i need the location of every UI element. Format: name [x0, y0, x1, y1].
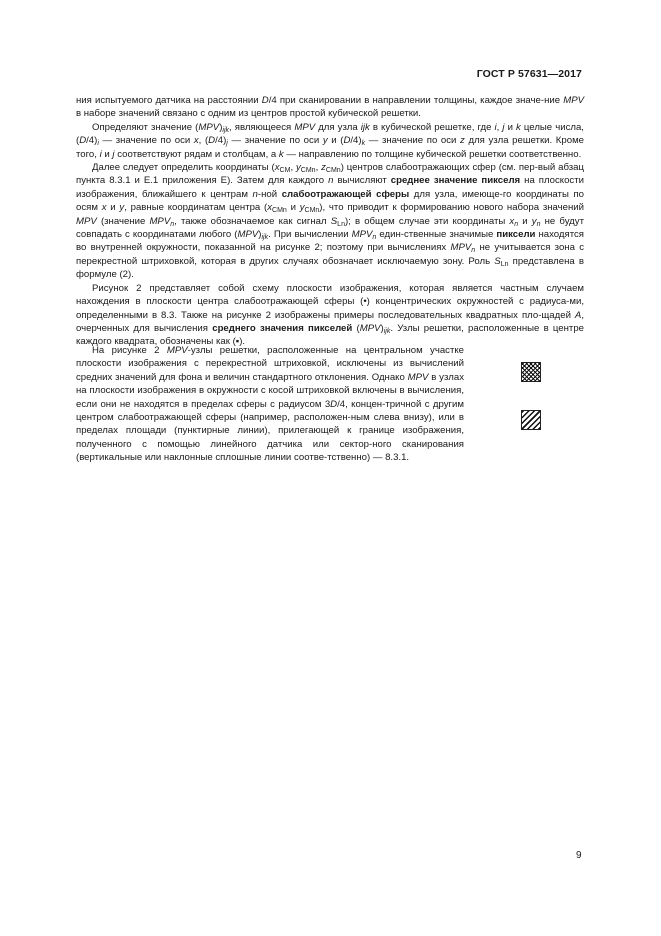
standard-header: ГОСТ Р 57631—2017 — [476, 68, 582, 80]
note-paragraph: На рисунке 2 MPV-узлы решетки, расположенные на центральном участке плоскости изображения с перекрестной штриховкой, исключены из вычислений средних значений для фона и величин стандартного отклонения. Однако MPV в узлах на плоскости изображения в окружности с косой штриховкой включены в вычисления, если они не находятся в пределах сферы с радиусом 3D/4, концен-тричной с другим центром слабоотражающей сферы (например, расположен-ным слева внизу), или в пределах площади (пунктирные линии), прилегающей к границе изображения, полученного с помощью линейного датчика или сектор-ного сканирования (вертикальные или наклонные сплошные линии соотве-тственно) — 8.3.1. — [76, 345, 464, 464]
paragraph-4: Рисунок 2 представляет собой схему плоскости изображения, которая является частным случаем нахождения в плоскости центра слабоотражающей сферы (•) концентрических окружностей с радиуса-ми, определенными в 8.3. Также на рисунке 2 изображены примеры последовательных квадратных пло-щадей A, очерченных для вычисления среднего значения пикселей $(MPV)_{ijk}$. Узлы решетки, расположенные в центре каждого квадрата, обозначены как (▪). — [76, 282, 584, 348]
paragraph-3: Далее следует определить координаты ($x_{CM}$, $y_{CMn}$, $z_{CMn}$) центров слабоотражающих сфер (см. пер-вый абзац пункта 8.3.1 и Е.1 приложения Е). Затем для каждого n вычисляют среднее значение пикселя на плоскости изображения, ближайшего к центрам n-ной слабоотражающей сферы для узла, имеюще-го координаты по осям x и y, равные координатам центра ($x_{CMn}$ и $y_{CMn}$), что приводит к формированию нового набора значений MPV (значение $MPV_n$, также обозначаемое как сигнал $S_{Ln}$); в общем случае эти координаты $x_n$ и $y_n$ не будут совпадать с координатами любого $(MPV)_{ijk}$. При вычислении $MPV_n$ един-ственные значимые пиксели находятся во внутренней окружности, показанной на рисунке 2; поэтому при вычислениях $MPV_n$ не учитывается зона с перекрестной штриховкой, которая в других случаях обозначает исключаемую зону. Роль $S_{Ln}$ представлена в формуле (2). — [76, 162, 585, 281]
figure-note — [76, 344, 464, 465]
slant-hatch-legend-icon — [521, 410, 541, 430]
paragraph-2: Определяют значение $(MPV)_{ijk}$, являющееся MPV для узла ijk в кубической решетке, где i, j и k целые числа, $(D/4)_i$ — значение по оси x, $(D/4)_j$ — значение по оси y и $(D/4)_k$ — значение по оси z для узла решетки. Кроме того, i и j соответствуют рядам и столбцам, а k — направлению по толщине кубической решетки соответственно. — [76, 121, 584, 160]
page-number: 9 — [576, 850, 582, 861]
main-text — [76, 94, 584, 349]
paragraph-1: ния испытуемого датчика на расстоянии D/4 при сканировании в направлении толщины, каждое значе-ние MPV в наборе значений связано с одним из центров простой кубической решетки. — [76, 95, 584, 120]
cross-hatch-legend-icon — [521, 362, 541, 382]
